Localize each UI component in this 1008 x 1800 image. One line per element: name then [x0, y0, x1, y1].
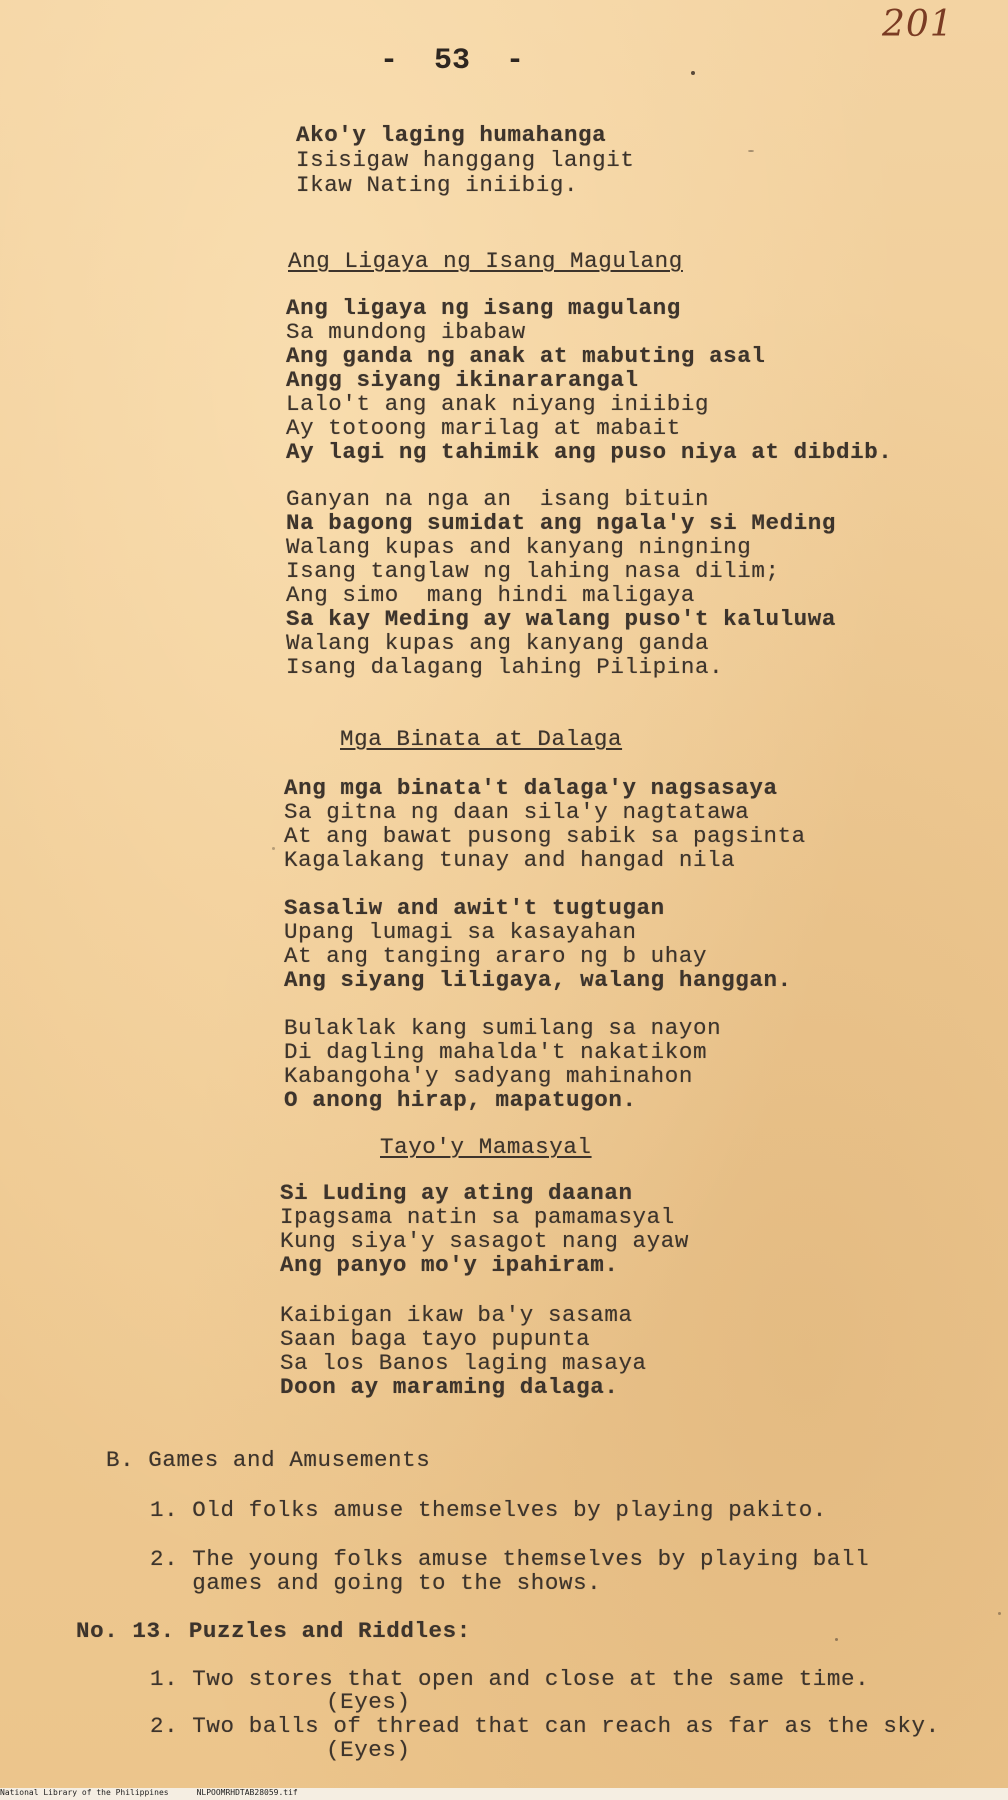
verse-line: Kabangoha'y sadyang mahinahon: [284, 1063, 693, 1089]
verse-line: Doon ay maraming dalaga.: [280, 1374, 619, 1400]
verse-line: Bulaklak kang sumilang sa nayon: [284, 1015, 722, 1041]
paper-speck: [998, 1612, 1001, 1615]
verse-line: Sasaliw and awit't tugtugan: [284, 895, 665, 921]
riddle-answer: (Eyes): [326, 1689, 411, 1715]
verse-line: Ay lagi ng tahimik ang puso niya at dibdib.: [286, 439, 893, 465]
verse-line: Ang siyang liligaya, walang hanggan.: [284, 967, 792, 993]
verse-line: Isang dalagang lahing Pilipina.: [286, 654, 724, 680]
paper-speck: [748, 150, 754, 152]
riddle: 2. Two balls of thread that can reach as far as the sky.: [150, 1713, 940, 1739]
verse-line: Ang ligaya ng isang magulang: [286, 295, 681, 321]
verse-line: Lalo't ang anak niyang iniibig: [286, 391, 710, 417]
verse-line: Saan baga tayo pupunta: [280, 1326, 591, 1352]
song-title: Mga Binata at Dalaga: [340, 726, 623, 752]
handwritten-page-annotation: 201: [882, 4, 954, 45]
song-title: Ang Ligaya ng Isang Magulang: [288, 248, 683, 274]
footer-file-id: NLPOOMRHDTAB28059.tif: [196, 1788, 298, 1797]
verse-line: Sa mundong ibabaw: [286, 319, 526, 345]
riddle-answer: (Eyes): [326, 1737, 411, 1763]
list-item-continued: games and going to the shows.: [150, 1570, 602, 1596]
verse-line: At ang tanging araro ng b uhay: [284, 943, 708, 969]
verse-line: Ako'y laging humahanga: [296, 122, 607, 148]
footer-library: National Library of the Philippines: [0, 1788, 169, 1797]
verse-line: Ipagsama natin sa pamamasyal: [280, 1204, 675, 1230]
verse-line: Sa kay Meding ay walang puso't kaluluwa: [286, 606, 836, 632]
verse-line: Kung siya'y sasagot nang ayaw: [280, 1228, 689, 1254]
song-title: Tayo'y Mamasyal: [380, 1134, 592, 1160]
verse-line: Na bagong sumidat ang ngala'y si Meding: [286, 510, 836, 536]
section-heading: No. 13. Puzzles and Riddles:: [76, 1618, 471, 1644]
archive-footer: [0, 1788, 1008, 1800]
paper-speck: [272, 847, 275, 850]
verse-line: Kagalakang tunay and hangad nila: [284, 847, 736, 873]
paper-speck: [835, 1638, 838, 1641]
list-item: 2. The young folks amuse themselves by playing ball: [150, 1546, 870, 1572]
verse-line: Ikaw Nating iniibig.: [296, 172, 579, 198]
verse-line: Si Luding ay ating daanan: [280, 1180, 633, 1206]
verse-line: Sa gitna ng daan sila'y nagtatawa: [284, 799, 750, 825]
verse-line: Kaibigan ikaw ba'y sasama: [280, 1302, 633, 1328]
verse-line: Ay totoong marilag at mabait: [286, 415, 681, 441]
verse-line: At ang bawat pusong sabik sa pagsinta: [284, 823, 806, 849]
verse-line: Upang lumagi sa kasayahan: [284, 919, 637, 945]
page-number: - 53 -: [380, 44, 525, 78]
verse-line: Ang simo mang hindi maligaya: [286, 582, 695, 608]
verse-line: Ang mga binata't dalaga'y nagsasaya: [284, 775, 778, 801]
verse-line: Ganyan na nga an isang bituin: [286, 486, 710, 512]
verse-line: Angg siyang ikinararangal: [286, 367, 639, 393]
verse-line: Isisigaw hanggang langit: [296, 147, 635, 173]
section-heading: B. Games and Amusements: [106, 1447, 431, 1473]
verse-line: Di dagling mahalda't nakatikom: [284, 1039, 708, 1065]
verse-line: Ang panyo mo'y ipahiram.: [280, 1252, 619, 1278]
riddle: 1. Two stores that open and close at the same time.: [150, 1666, 870, 1692]
verse-line: Isang tanglaw ng lahing nasa dilim;: [286, 558, 780, 584]
list-item: 1. Old folks amuse themselves by playing pakito.: [150, 1497, 827, 1523]
verse-line: Walang kupas and kanyang ningning: [286, 534, 752, 560]
verse-line: Sa los Banos laging masaya: [280, 1350, 647, 1376]
verse-line: Ang ganda ng anak at mabuting asal: [286, 343, 766, 369]
verse-line: Walang kupas ang kanyang ganda: [286, 630, 710, 656]
paper-speck: [691, 71, 695, 75]
verse-line: O anong hirap, mapatugon.: [284, 1087, 637, 1113]
